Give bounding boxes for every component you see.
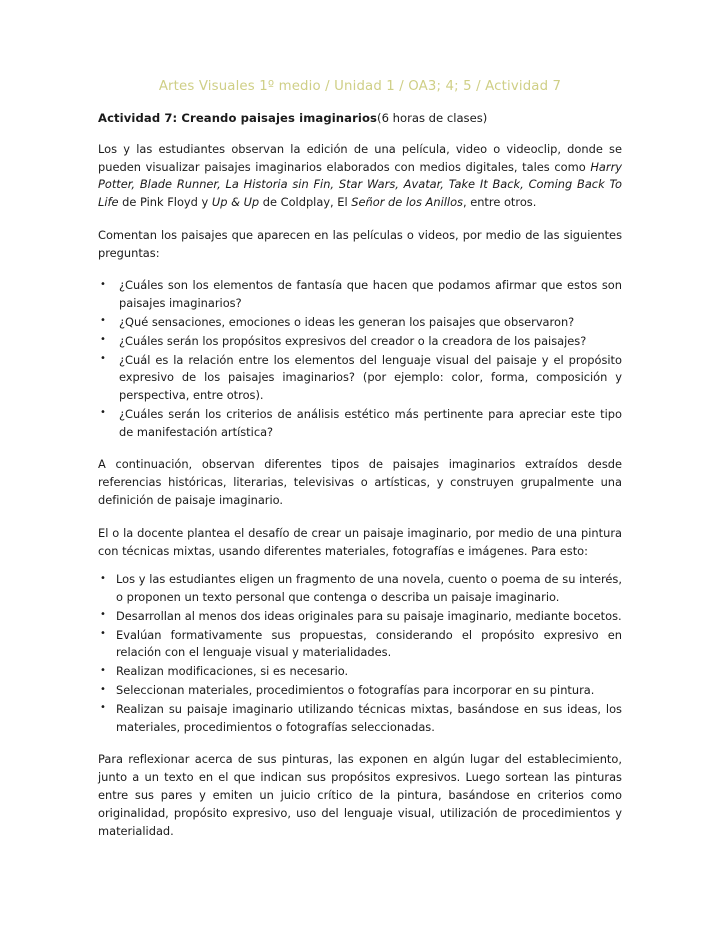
film-titles-group-1: Harry Potter, Blade Runner, La Historia sin Fin, Star Wars, Avatar, Take It Back, Coming Back To Life [98, 159, 622, 210]
list-item: • Realizan su paisaje imaginario utilizando técnicas mixtas, basándose en sus ideas, los materiales, procedimientos o fotografías seleccionadas. [98, 701, 622, 737]
page-title: Artes Visuales 1º medio / Unidad 1 / OA3; 4; 5 / Actividad 7 [158, 79, 562, 94]
list-item: • ¿Cuáles serán los criterios de análisis estético más pertinente para apreciar este tipo de manifestación artística? [98, 406, 622, 442]
paragraph-continuacion: A continuación, observan diferentes tipos de paisajes imaginarios extraídos desde referencias históricas, literarias, televisivas o artísticas, y construyen grupalmente una definición de paisaje imaginario. [98, 457, 622, 508]
film-titles-group-3: Señor de los Anillos [351, 195, 463, 210]
list-item: • ¿Qué sensaciones, emociones o ideas les generan los paisajes que observaron? [98, 314, 622, 332]
document-content [98, 78, 622, 855]
film-titles-group-2: Up & Up [211, 195, 260, 210]
steps-list [98, 571, 622, 736]
activity-title: Actividad 7: Creando paisajes imaginarios [98, 110, 378, 125]
paragraph-desafio: El o la docente plantea el desafío de crear un paisaje imaginario, por medio de una pintura con técnicas mixtas, usando diferentes materiales, fotografías e imágenes. Para esto: [98, 525, 622, 558]
list-item: • Seleccionan materiales, procedimientos o fotografías para incorporar en su pintura. [98, 682, 622, 700]
list-item: • Los y las estudiantes eligen un fragmento de una novela, cuento o poema de su interés, o proponen un texto personal que contenga o describa un paisaje imaginario. [98, 571, 622, 607]
activity-heading [98, 110, 622, 127]
list-item: • ¿Cuáles son los elementos de fantasía que hacen que podamos afirmar que estos son paisajes imaginarios? [98, 277, 622, 313]
intro-text-a: Los y las estudiantes observan la edición de una película, video o videoclip, donde se pueden visualizar paisajes imaginarios elaborados con medios digitales, tales como [98, 141, 622, 174]
list-item: • Evalúan formativamente sus propuestas, considerando el propósito expresivo en relación con el lenguaje visual y materialidades. [98, 627, 622, 663]
list-item: • ¿Cuál es la relación entre los elementos del lenguaje visual del paisaje y el propósito expresivo de los paisajes imaginarios? (por ejemplo: color, forma, composición y perspectiva, entre otros). [98, 352, 622, 405]
intro-text-c: de Coldplay, El [259, 195, 352, 210]
list-item: • Desarrollan al menos dos ideas originales para su paisaje imaginario, mediante bocetos. [98, 608, 622, 626]
questions-list [98, 277, 622, 441]
list-item: • ¿Cuáles serán los propósitos expresivos del creador o la creadora de los paisajes? [98, 333, 622, 351]
list-item: • Realizan modificaciones, si es necesario. [98, 663, 622, 681]
paragraph-comentan: Comentan los paisajes que aparecen en las películas o videos, por medio de las siguientes preguntas: [98, 227, 622, 260]
paragraph-intro [98, 141, 622, 212]
intro-text-d: , entre otros. [462, 195, 537, 210]
paragraph-reflexion: Para reflexionar acerca de sus pinturas, las exponen en algún lugar del establecimiento, junto a un texto en el que indican sus propósitos expresivos. Luego sortean las pinturas entre sus pares y emiten un juicio crítico de la pintura, basándose en criterios como originalidad, propósito expresivo, uso del lenguaje visual, utilización de procedimientos y materialidad. [98, 752, 622, 838]
activity-duration: (6 horas de clases) [377, 110, 488, 125]
intro-text-b: de Pink Floyd y [118, 195, 212, 210]
